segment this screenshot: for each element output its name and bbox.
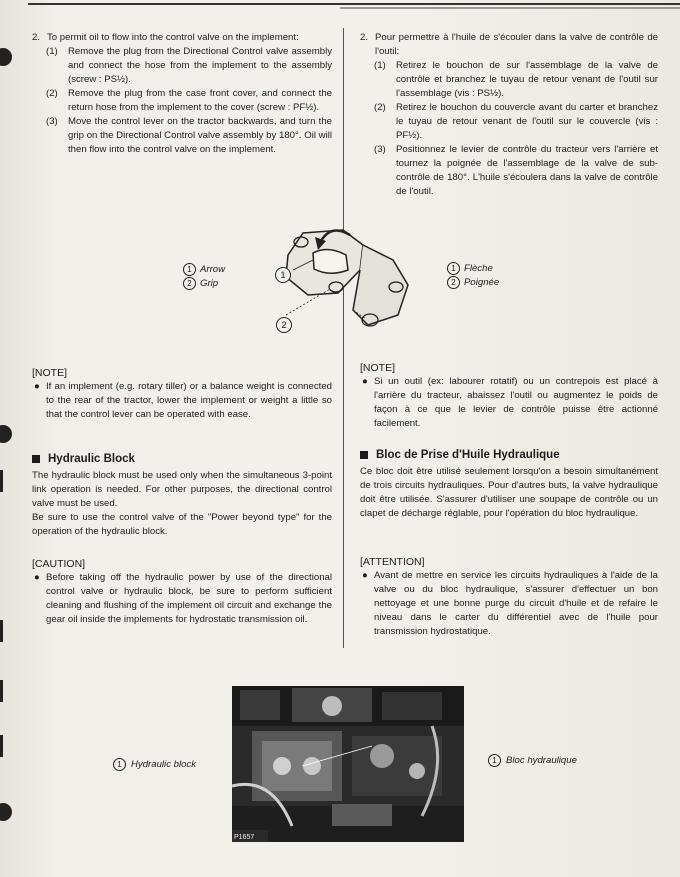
top-rule-shadow	[340, 7, 680, 9]
legend-item-poignee	[447, 276, 499, 290]
legend-label: Flèche	[464, 263, 493, 275]
substep-text: Positionnez le levier de contrôle du tracteur vers l'arrière et tournez la poignée de l'assemblage de la valve de sub-contrôle de 180°. L'huile s'écoulera dans la valve de contrôle de l'outil.	[396, 144, 658, 197]
top-rule	[28, 3, 680, 5]
caution-heading: [CAUTION]	[32, 558, 86, 570]
photo-label-en	[113, 758, 196, 771]
caution-text: Avant de mettre en service les circuits hydrauliques à l'aide de la valve ou du bloc hydraulique, s'assurer d'effectuer un bon nettoyage et une bonne purge du circuit d'huile et de refaire le niveau dans le carter du différentiel avec de l'huile pour transmission hydrostatique.	[374, 570, 658, 637]
step-text: Pour permettre à l'huile de s'écouler dans la valve de contrôle de l'outil:	[375, 32, 658, 57]
bullet-icon: ●	[34, 381, 40, 392]
en-hydraulic-block-section	[32, 452, 332, 539]
section-paragraph: Be sure to use the control valve of the "Power beyond type" for the operation of the hydraulic block.	[32, 512, 332, 537]
step-number: 2.	[32, 32, 41, 43]
fr-step-2	[360, 31, 658, 199]
substep-text: Remove the plug from the Directional Control valve assembly and connect the hose from the implement to the assembly (screw : PS½).	[68, 46, 332, 85]
substep-number: (1)	[46, 46, 58, 57]
photo-code: P1657	[234, 834, 255, 841]
substep	[46, 87, 332, 115]
binder-tick	[0, 735, 3, 757]
fr-hydraulic-block-section	[360, 448, 658, 521]
bullet-icon: ●	[362, 570, 368, 581]
callout-grip: 2	[276, 317, 292, 333]
section-paragraph: The hydraulic block must be used only when the simultaneous 3-point link operation is needed. For other purposes, the directional control valve must be used.	[32, 470, 332, 509]
note-heading: [NOTE]	[360, 362, 396, 374]
circle-number: 1	[447, 262, 460, 275]
photo-label-text: Hydraulic block	[131, 759, 197, 771]
substep	[374, 143, 658, 199]
fr-attention	[360, 555, 658, 639]
section-title: Bloc de Prise d'Huile Hydraulique	[376, 449, 560, 461]
note-heading: [NOTE]	[32, 367, 68, 379]
binder-tick	[0, 470, 3, 492]
circle-number: 2	[183, 277, 196, 290]
step-text: To permit oil to flow into the control valve on the implement:	[47, 32, 299, 43]
substep-text: Retirez le bouchon du couvercle avant du carter et branchez le tuyau de retour venant de l'outil sur le couvercle (vis : PF½).	[396, 102, 658, 141]
legend-item-fleche	[447, 262, 499, 276]
step-number: 2.	[360, 32, 369, 43]
substep-text: Retirez le bouchon de sur l'assemblage de la valve de contrôle et branchez le tuyau de retour venant de l'outil sur l'assemblage (vis : PS½).	[396, 60, 658, 99]
legend-label: Poignée	[464, 277, 500, 289]
photo-label-fr	[488, 754, 577, 767]
en-step-2	[32, 31, 332, 157]
en-caution	[32, 557, 332, 627]
substep-number: (2)	[46, 88, 58, 99]
substep-text: Remove the plug from the case front cover, and connect the return hose from the implement to the cover (screw : PF½).	[68, 88, 332, 113]
substep	[374, 101, 658, 143]
callout-arrow: 1	[275, 267, 291, 283]
en-note	[32, 366, 332, 422]
caution-heading: [ATTENTION]	[360, 556, 425, 568]
legend-item-grip	[183, 277, 225, 291]
section-square-icon	[360, 451, 368, 459]
section-square-icon	[32, 455, 40, 463]
substep	[46, 45, 332, 87]
substep-number: (1)	[374, 60, 386, 71]
bullet-icon: ●	[362, 376, 368, 387]
bullet-icon: ●	[34, 572, 40, 583]
legend-label: Arrow	[200, 264, 226, 276]
circle-number: 1	[113, 758, 126, 771]
legend-item-arrow	[183, 263, 225, 277]
figure-legend-fr	[447, 262, 499, 290]
note-text: Si un outil (ex: labourer rotatif) ou un contrepois est placé à l'arrière du tracteur, abaissez l'outil ou augmentez le poids de façon à ce que le levier de contrôle puisse être actionné facilement.	[374, 376, 658, 429]
substep	[374, 59, 658, 101]
section-paragraph: Ce bloc doit être utilisé seulement lorsqu'on a besoin simultanément de trois circuits hydrauliques. Pour d'autres buts, la valve hydraulique doit être utilisée. S'assurer d'utiliser une soupape de contrôle ou un clapet de décharge réglable, pour l'opération du bloc hydraulique.	[360, 466, 658, 519]
circle-number: 1	[183, 263, 196, 276]
substep-number: (3)	[374, 144, 386, 155]
fr-note	[360, 361, 658, 431]
photo-label-text: Bloc hydraulique	[506, 755, 577, 767]
substep-number: (3)	[46, 116, 58, 127]
binder-tick	[0, 680, 3, 702]
legend-label: Grip	[200, 278, 219, 290]
section-title: Hydraulic Block	[48, 453, 135, 465]
figure-legend-en	[183, 263, 225, 291]
substep-number: (2)	[374, 102, 386, 113]
circle-number: 2	[447, 276, 460, 289]
binder-tick	[0, 620, 3, 642]
note-text: If an implement (e.g. rotary tiller) or a balance weight is connected to the rear of the tractor, lower the implement or weight a little so that the control lever can be operated with ease.	[46, 381, 332, 420]
substep-text: Move the control lever on the tractor backwards, and turn the grip on the Directional Control valve assembly by 180°. Oil will then flow into the control valve on the implement.	[68, 116, 332, 155]
caution-text: Before taking off the hydraulic power by use of the directional control valve or hydraulic block, be sure to perform sufficient cleaning and flushing of the implement oil circuit and exchange the gear oil inside the implements for hydrostatic transmission oil.	[46, 572, 332, 625]
hydraulic-block-photo	[232, 686, 464, 842]
substep	[46, 115, 332, 157]
circle-number: 1	[488, 754, 501, 767]
